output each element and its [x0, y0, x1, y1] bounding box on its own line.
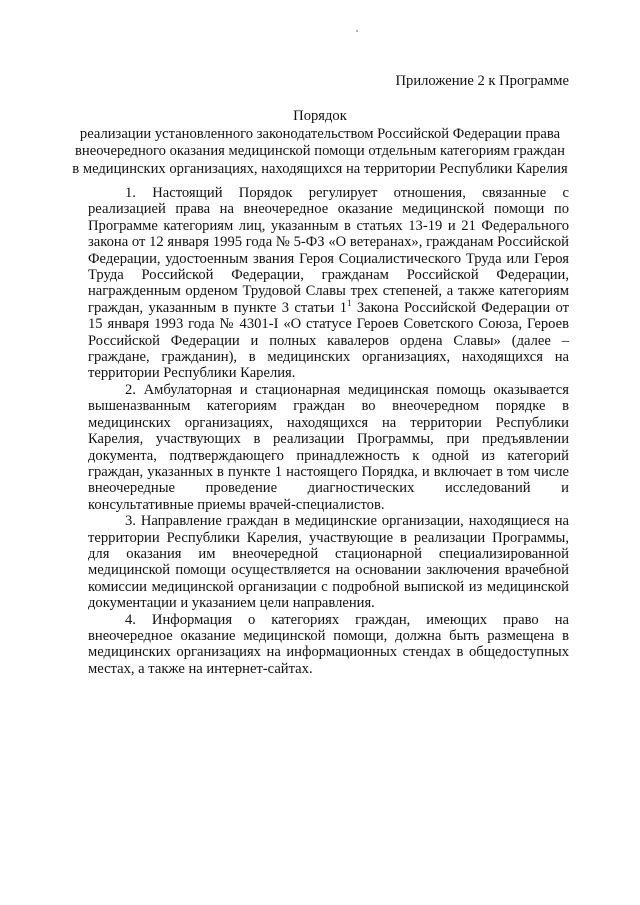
heading-subtitle-line-3: в медицинских организациях, находящихся на территории Республики Карелия [72, 160, 568, 177]
paragraph-4: 4. Информация о категориях граждан, имеющих право на внеочередное оказание медицинской помощи, должна быть размещена в медицинских организациях на информационных стендах в общедоступных местах, а также на интернет-сайтах. [88, 611, 569, 677]
paragraph-1-text: 1. Настоящий Порядок регулирует отношения, связанные с реализацией права на внеочередное оказание медицинской помощи по Программе категориям лиц, указанным в статьях 13-19 и 21 Федерального закона от 12 января 1995 года № 5-ФЗ «О ветеранах», гражданам Российской Федерации, удостоенным звания Героя Социалистического Труда или Героя Труда Российской Федерации, гражданам Российской Федерации, награжденным орденом Трудовой Славы трех степеней, а также категориям граждан, указанным в пункте 3 статьи 1 [88, 185, 569, 316]
paragraph-2: 2. Амбулаторная и стационарная медицинская помощь оказывается вышеназванным категориям граждан во внеочередном порядке в медицинских организациях, находящихся на территории Республики Карелия, участвующих в реализации Программы, при предъявлении документа, подтверждающего принадлежность к одной из категорий граждан, указанных в пункте 1 настоящего Порядка, и включает в том числе внеочередные проведение диагностических исследований и консультативные приемы врачей-специалистов. [88, 381, 569, 513]
heading-title: Порядок [293, 108, 347, 124]
document-heading [70, 108, 570, 178]
paragraph-1 [88, 185, 569, 382]
heading-subtitle-line-2: внеочередного оказания медицинской помощи отдельным категориям граждан [75, 143, 565, 160]
page-mark [356, 30, 358, 32]
paragraph-1-superscript: 1 [347, 297, 352, 308]
paragraph-3: 3. Направление граждан в медицинские организации, находящиеся на территории Республики Карелия, участвующие в реализации Программы, для оказания им внеочередной стационарной специализированной медицинской помощи осуществляется на основании заключения врачебной комиссии медицинской организации с подробной выпиской из медицинской документации и указанием цели направления. [88, 513, 569, 612]
paragraph-1-text-continued: Закона Российской Федерации от 15 января 1993 года № 4301-I «О статусе Героев Советского Союза, Героев Российской Федерации и полных кавалеров ордена Славы» (далее – граждане, гражданин), в медицинских организациях, находящихся на территории Республики Карелия. [88, 299, 570, 382]
appendix-label: Приложение 2 к Программе [395, 73, 569, 89]
heading-subtitle-line-1: реализации установленного законодательством Российской Федерации права [79, 125, 561, 142]
document-body [88, 185, 569, 677]
